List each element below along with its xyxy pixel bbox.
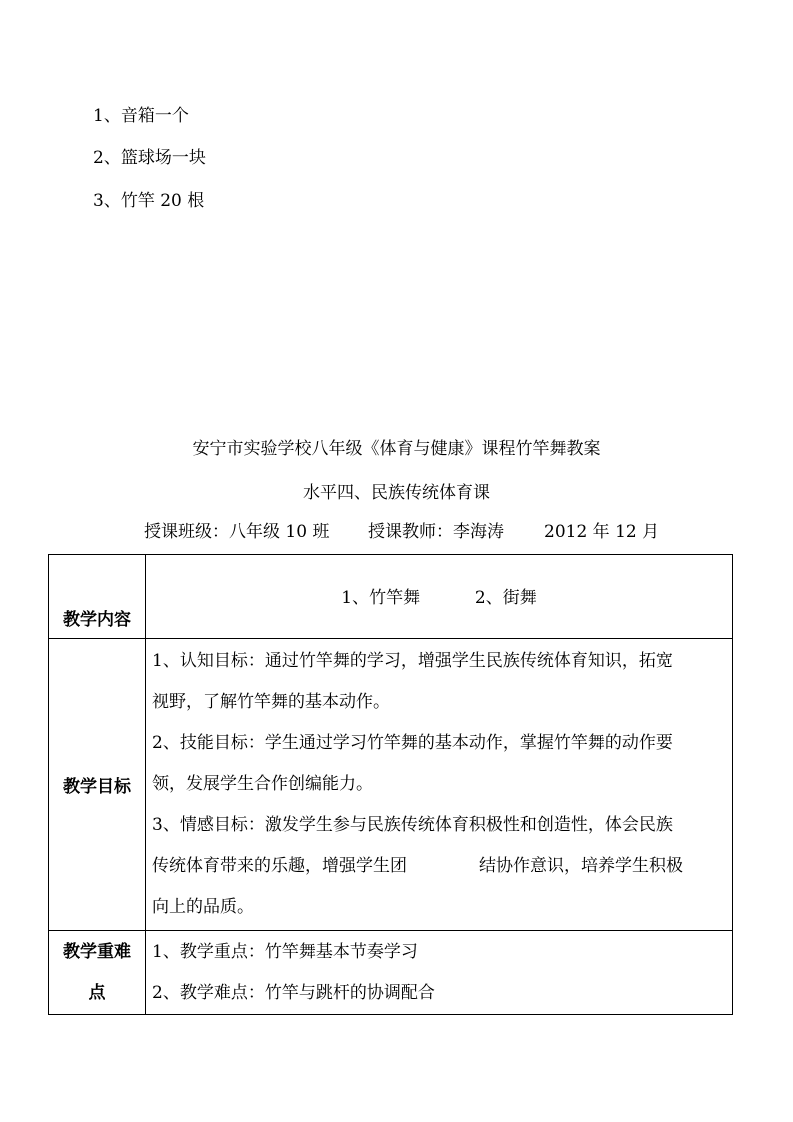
page-title: 安宁市实验学校八年级《体育与健康》课程竹竿舞教案 <box>192 439 601 459</box>
goals-label: 教学目标 <box>49 639 146 931</box>
goal-fragment: 结协作意识，培养学生积极 <box>479 856 683 876</box>
table-row <box>49 555 733 639</box>
content-cell <box>146 555 733 639</box>
goal-line <box>146 846 732 887</box>
date-info: 2012 年 12 月 <box>544 522 660 542</box>
lesson-plan-table <box>48 554 733 1015</box>
material-item: 2、篮球场一块 <box>93 148 206 168</box>
table-row <box>49 639 733 931</box>
goal-line: 3、情感目标：激发学生参与民族传统体育积极性和创造性，体会民族 <box>152 815 673 835</box>
page-subtitle: 水平四、民族传统体育课 <box>303 483 490 503</box>
table-row <box>49 931 733 1015</box>
label-line: 教学重难 <box>63 941 131 962</box>
goal-line: 向上的品质。 <box>152 897 254 917</box>
class-info: 授课班级：八年级 10 班 <box>144 522 330 542</box>
goal-fragment: 传统体育带来的乐趣，增强学生团 <box>152 856 407 876</box>
goal-line: 视野，了解竹竿舞的基本动作。 <box>152 692 390 712</box>
key-difficulty-cell <box>146 931 733 1015</box>
label-line: 点 <box>88 982 106 1003</box>
key-point: 1、教学重点：竹竿舞基本节奏学习 <box>152 941 418 962</box>
material-item: 1、音箱一个 <box>93 106 189 126</box>
key-difficulty-label <box>49 931 146 1015</box>
difficult-point: 2、教学难点：竹竿与跳杆的协调配合 <box>152 982 435 1003</box>
content-label: 教学内容 <box>49 555 146 639</box>
teacher-info: 授课教师：李海涛 <box>368 522 504 542</box>
goal-line: 1、认知目标：通过竹竿舞的学习，增强学生民族传统体育知识，拓宽 <box>152 651 673 671</box>
goal-line: 领，发展学生合作创编能力。 <box>152 774 373 794</box>
goal-line: 2、技能目标：学生通过学习竹竿舞的基本动作，掌握竹竿舞的动作要 <box>152 733 673 753</box>
goals-cell <box>146 639 733 931</box>
content-item: 1、竹竿舞 <box>341 588 421 608</box>
content-item: 2、街舞 <box>474 588 537 608</box>
material-item: 3、竹竿 20 根 <box>93 191 205 211</box>
